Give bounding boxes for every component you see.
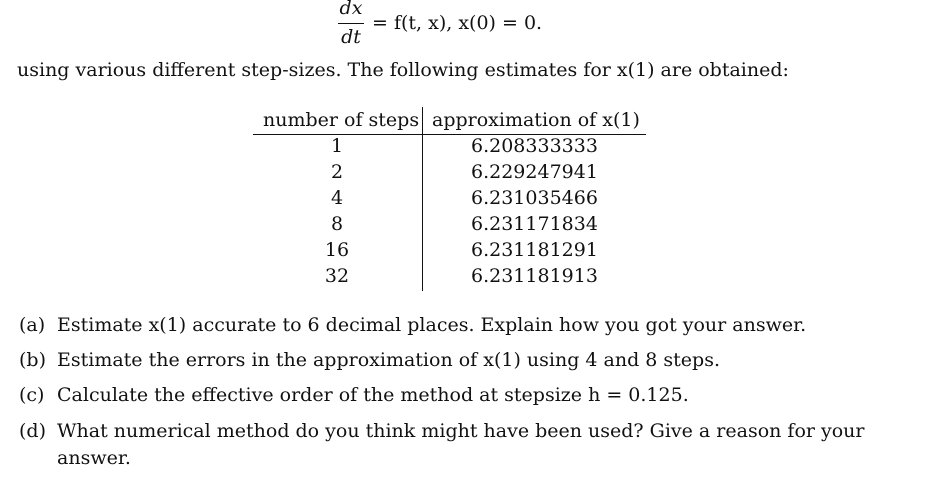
question-c <box>19 384 689 406</box>
estimates-table <box>253 107 646 297</box>
header-number-of-steps: number of steps <box>263 109 420 131</box>
fraction-bar <box>338 23 364 24</box>
table-row-approx: 6.208333333 <box>471 135 598 157</box>
equation-rhs: = f(t, x), x(0) = 0. <box>372 12 543 34</box>
table-row-approx: 6.231181913 <box>471 265 598 287</box>
question-label: (b) <box>19 349 46 371</box>
question-text: Estimate the errors in the approximation of x(1) using 4 and 8 steps. <box>57 349 721 371</box>
question-d-continuation: answer. <box>57 447 131 469</box>
table-row-steps: 1 <box>330 135 344 157</box>
question-a <box>19 314 806 336</box>
question-text: Estimate x(1) accurate to 6 decimal places. Explain how you got your answer. <box>57 314 807 336</box>
header-approximation: approximation of x(1) <box>432 109 640 131</box>
question-label: (c) <box>19 384 45 406</box>
fraction-numerator: dx <box>339 0 363 19</box>
intro-text: using various different step-sizes. The following estimates for x(1) are obtained: <box>17 59 789 81</box>
fraction-denominator: dt <box>341 26 361 48</box>
question-label: (a) <box>19 314 46 336</box>
table-row-approx: 6.231035466 <box>471 187 598 209</box>
table-row-approx: 6.231181291 <box>471 239 598 261</box>
table-row-approx: 6.231171834 <box>471 213 598 235</box>
question-text: Calculate the effective order of the method at stepsize h = 0.125. <box>57 384 689 406</box>
question-d <box>19 420 865 442</box>
table-row-steps: 4 <box>330 187 344 209</box>
table-row-steps: 8 <box>330 213 344 235</box>
table-row-steps: 32 <box>324 265 350 287</box>
table-row-approx: 6.229247941 <box>471 161 598 183</box>
table-row-steps: 16 <box>324 239 350 261</box>
question-label: (d) <box>19 420 46 442</box>
question-b <box>19 349 720 371</box>
question-text: What numerical method do you think might have been used? Give a reason for your <box>57 420 865 442</box>
table-row-steps: 2 <box>330 161 344 183</box>
